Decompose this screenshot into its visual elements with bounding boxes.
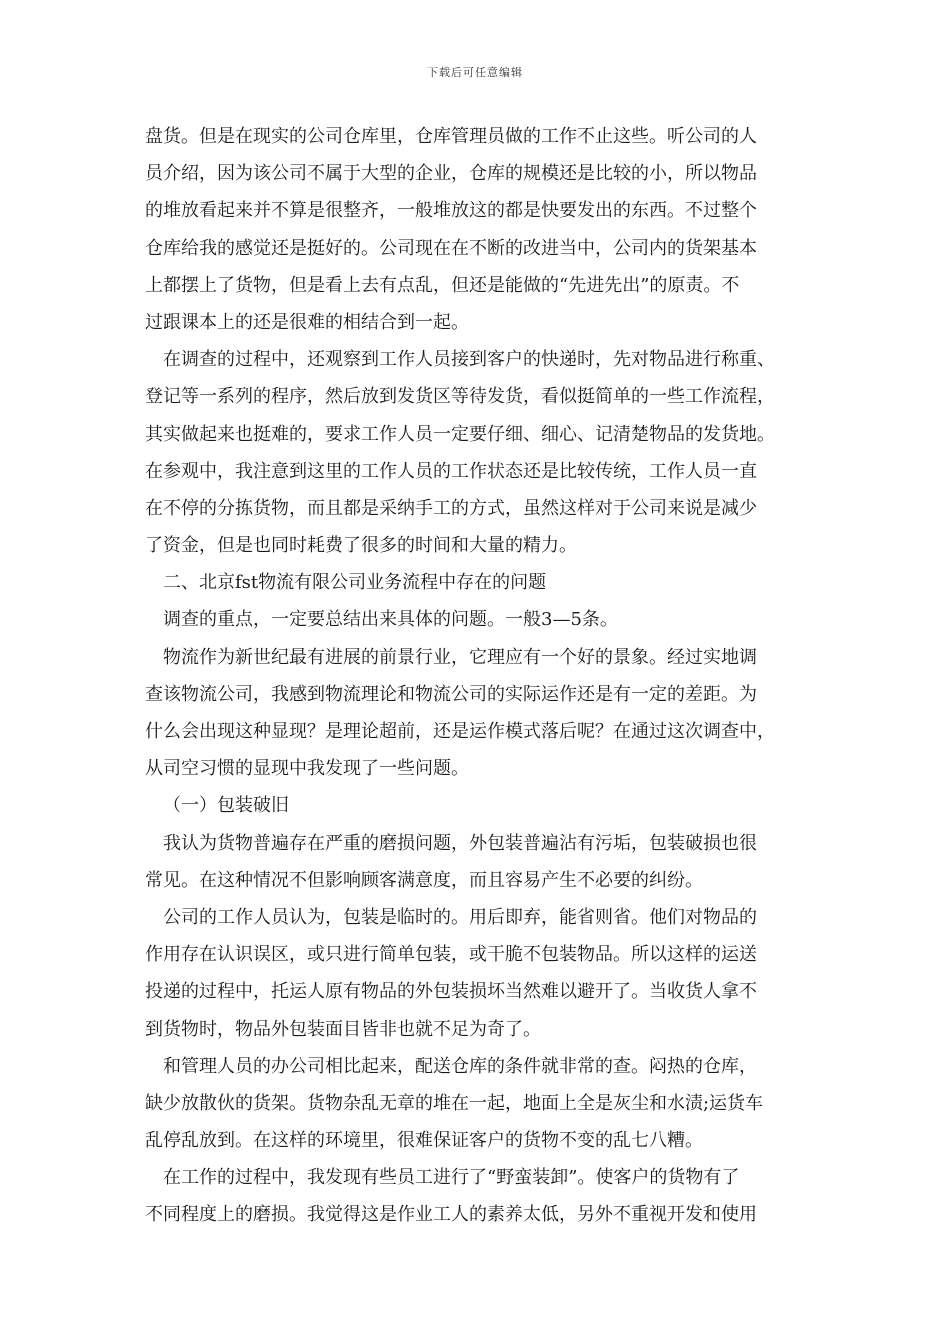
page-header: 下载后可任意编辑 [427,66,523,79]
text-line: （一）包装破旧 [163,795,289,817]
text-line: 盘货。但是在现实的公司仓库里，仓库管理员做的工作不止这些。听公司的人 [145,126,757,147]
text-line: 从司空习惯的显现中我发现了一些问题。 [145,758,469,780]
text-line: 在不停的分拣货物，而且都是采纳手工的方式，虽然这样对于公司来说是减少 [145,497,757,519]
text-line: 了资金，但是也同时耗费了很多的时间和大量的精力。 [145,535,577,557]
text-line: 缺少放散伙的货架。货物杂乱无章的堆在一起，地面上全是灰尘和水渍;运货车 [145,1092,764,1114]
text-line: 在参观中，我注意到这里的工作人员的工作状态还是比较传统，工作人员一直 [145,460,757,482]
text-line: 到货物时，物品外包装面目皆非也就不足为奇了。 [145,1018,541,1040]
text-line: 在工作的过程中，我发现有些员工进行了“野蛮装卸”。使客户的货物有了 [163,1167,740,1189]
body-text [145,118,815,1234]
text-line: 作用存在认识误区，或只进行简单包装，或干脆不包装物品。所以这样的运送 [145,944,757,966]
text-line: 查该物流公司，我感到物流理论和物流公司的实际运作还是有一定的差距。为 [145,683,757,705]
text-line: 我认为货物普遍存在严重的磨损问题，外包装普遍沾有污垢，包装破损也很 [163,832,757,854]
text-line: 乱停乱放到。在这样的环境里，很难保证客户的货物不变的乱七八糟。 [145,1130,703,1152]
text-line: 登记等一系列的程序，然后放到发货区等待发货，看似挺简单的一些工作流程， [145,386,775,408]
text-line: 在调查的过程中，还观察到工作人员接到客户的快递时，先对物品进行称重、 [163,349,775,371]
text-line: 公司的工作人员认为，包装是临时的。用后即弃，能省则省。他们对物品的 [163,906,757,928]
text-line: 其实做起来也挺难的，要求工作人员一定要仔细、细心、记清楚物品的发货地。 [145,423,775,445]
text-line: 过跟课本上的还是很难的相结合到一起。 [145,311,469,333]
text-line: 投递的过程中，托运人原有物品的外包装损坏当然难以避开了。当收货人拿不 [145,981,757,1003]
text-line: 不同程度上的磨损。我觉得这是作业工人的素养太低，另外不重视开发和使用 [145,1204,757,1226]
text-line: 上都摆上了货物，但是看上去有点乱，但还是能做的“先进先出”的原责。不 [145,274,740,296]
text-line: 常见。在这种情况不但影响顾客满意度，而且容易产生不必要的纠纷。 [145,869,703,891]
text-line: 和管理人员的办公司相比起来，配送仓库的条件就非常的查。闷热的仓库， [163,1055,757,1077]
text-line: 物流作为新世纪最有进展的前景行业，它理应有一个好的景象。经过实地调 [163,646,757,668]
text-line: 仓库给我的感觉还是挺好的。公司现在在不断的改进当中，公司内的货架基本 [145,237,757,259]
text-line: 调查的重点，一定要总结出来具体的问题。一般3—5条。 [163,609,618,631]
text-line: 员介绍，因为该公司不属于大型的企业，仓库的规模还是比较的小，所以物品 [145,163,757,185]
text-line: 的堆放看起来并不算是很整齐，一般堆放这的都是快要发出的东西。不过整个 [145,200,757,222]
text-line: 什么会出现这种显现？是理论超前，还是运作模式落后呢？在通过这次调查中， [145,721,775,742]
text-line: 二、北京fst物流有限公司业务流程中存在的问题 [163,572,547,594]
